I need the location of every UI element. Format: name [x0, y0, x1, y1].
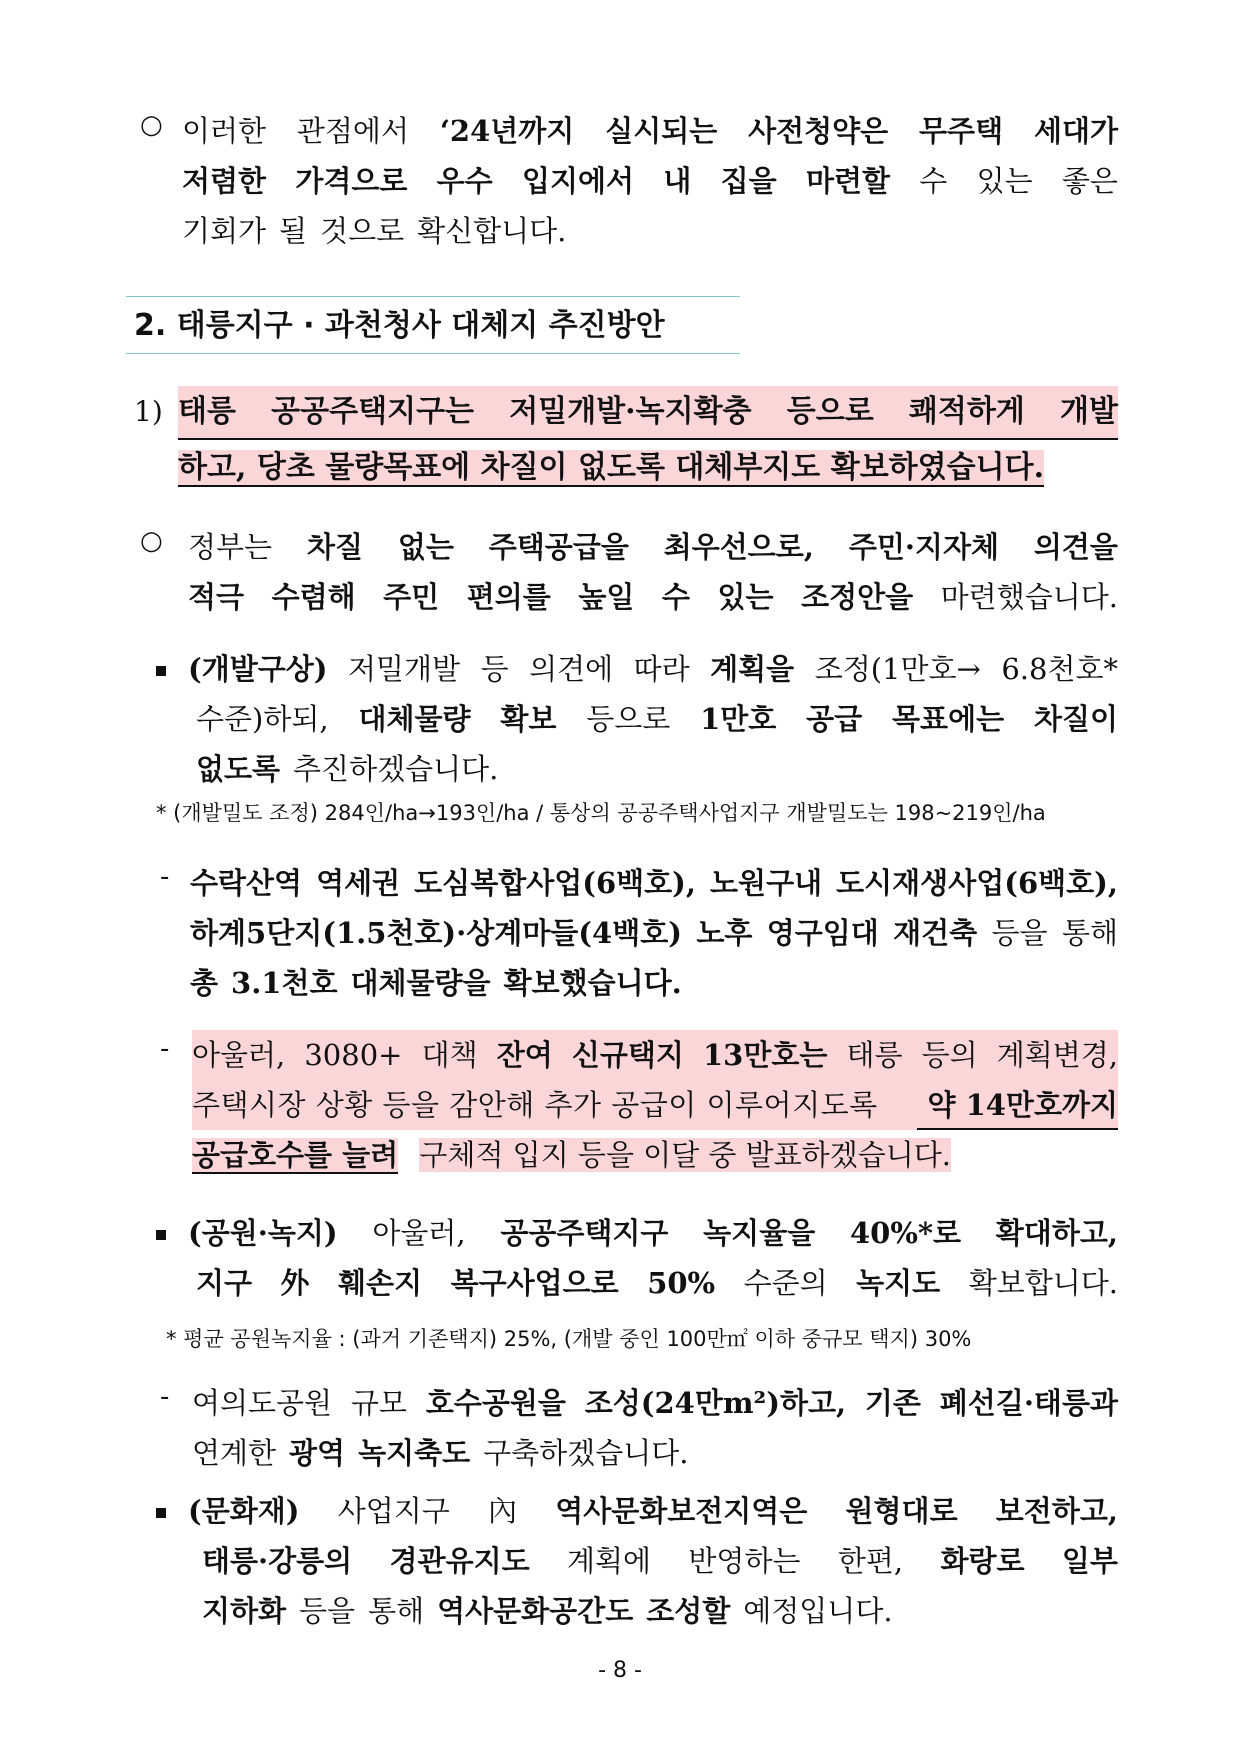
- text-line: [188, 572, 1118, 622]
- word: 좋은: [1061, 164, 1118, 198]
- word: 훼손지: [338, 1266, 423, 1300]
- word: 주민: [383, 580, 440, 614]
- text-line: [202, 1586, 1118, 1636]
- word: 신규택지: [571, 1038, 684, 1072]
- word: 가격으로: [295, 164, 408, 198]
- word: 조성(24만m²)하고,: [584, 1386, 847, 1420]
- word: 실시되는: [605, 114, 718, 148]
- word: 차질이: [1033, 702, 1118, 736]
- text-line: [182, 106, 1118, 156]
- paragraph-presale: [182, 106, 1118, 256]
- word: 노후: [696, 916, 753, 950]
- word: 총: [190, 966, 219, 1000]
- word: 반영하는: [688, 1544, 801, 1578]
- word: (개발구상): [188, 652, 328, 686]
- bullet-cultural-heritage: [188, 1486, 1118, 1636]
- word: 조정(1만호→: [814, 652, 981, 686]
- word: 확대하고,: [995, 1216, 1118, 1250]
- text-line: [192, 1080, 1118, 1130]
- word: 재건축: [893, 916, 978, 950]
- word: 3080+: [304, 1038, 403, 1072]
- word: 개발: [1060, 394, 1118, 429]
- word: 外: [280, 1266, 310, 1300]
- word: 보전하고,: [995, 1494, 1118, 1528]
- page-number: - 8 -: [598, 1658, 642, 1683]
- word: 수렴해: [271, 580, 356, 614]
- word: 따라: [633, 652, 690, 686]
- word: 통해: [368, 1594, 425, 1628]
- word: 수준의: [743, 1266, 828, 1300]
- dash-bullet: -: [160, 862, 170, 892]
- item-summary: [178, 386, 1118, 494]
- word: 호수공원을: [425, 1386, 566, 1420]
- word: 차질: [306, 530, 363, 564]
- word: 관점에서: [296, 114, 409, 148]
- word: 도심복합사업(6백호),: [414, 866, 697, 900]
- word: 연계한: [192, 1436, 277, 1470]
- text-line: [188, 1486, 1118, 1536]
- word: 50%: [647, 1266, 716, 1300]
- word: 주민·지자체: [848, 530, 999, 564]
- text-line: [192, 1378, 1118, 1428]
- word: 있는: [976, 164, 1033, 198]
- word: 세대가: [1033, 114, 1118, 148]
- word: 아울러,: [372, 1216, 466, 1250]
- word: 마련했습니다.: [940, 580, 1118, 614]
- word: 공급: [806, 702, 863, 736]
- word: 기회가: [182, 214, 267, 248]
- word: 것으로: [320, 214, 405, 248]
- word: 대체물량: [358, 702, 471, 736]
- phrase: 구체적 입지 등을 이달 중 발표하겠습니다.: [419, 1138, 951, 1172]
- word: (공원·녹지): [188, 1216, 338, 1250]
- word: 의견을: [1033, 530, 1118, 564]
- text-line: [192, 1030, 1118, 1080]
- word: 1만호: [700, 702, 777, 736]
- text-line: [190, 858, 1118, 908]
- text-line: [188, 1208, 1118, 1258]
- word: 역세권: [316, 866, 401, 900]
- word: 의견에: [529, 652, 614, 686]
- word: 저밀개발·녹지확충: [509, 394, 752, 429]
- circle-bullet-icon: ○: [140, 110, 163, 140]
- circle-bullet-icon: ○: [140, 526, 163, 556]
- word: 사업지구: [337, 1494, 450, 1528]
- text-line: [190, 908, 1118, 958]
- word: 녹지율을: [703, 1216, 816, 1250]
- word: 여의도공원: [192, 1386, 333, 1420]
- word: 등: [480, 652, 509, 686]
- word: 원형대로: [845, 1494, 958, 1528]
- word: 대체물량을: [350, 966, 491, 1000]
- square-bullet-icon: [156, 1230, 166, 1240]
- text-line: [182, 156, 1118, 206]
- text-line: [190, 958, 1118, 1008]
- word: 저렴한: [182, 164, 267, 198]
- word: 높일: [578, 580, 635, 614]
- word: 역사문화공간도: [437, 1594, 634, 1628]
- text-line: [178, 386, 1118, 440]
- word: 태릉·강릉의: [202, 1544, 353, 1578]
- bullet-development-plan: [188, 644, 1118, 794]
- word: 지하화: [202, 1594, 287, 1628]
- word: 녹지축도: [358, 1436, 471, 1470]
- word: 마련할: [805, 164, 890, 198]
- text-line: [188, 522, 1118, 572]
- word: 수락산역: [190, 866, 303, 900]
- phrase: 공급호수를 늘려: [192, 1138, 399, 1172]
- word: 6.8천호*: [1001, 652, 1118, 686]
- word: 등을: [299, 1594, 356, 1628]
- text-line: [182, 206, 1118, 256]
- word: 될: [279, 214, 308, 248]
- word: 확신합니다.: [417, 214, 567, 248]
- section-heading: 2. 태릉지구 · 과천청사 대체지 추진방안: [126, 296, 740, 354]
- word: ‘24년까지: [439, 114, 575, 148]
- word: 확보했습니다.: [503, 966, 682, 1000]
- dash-bullet: -: [160, 1034, 170, 1064]
- text-line: [196, 694, 1118, 744]
- word: 등의: [921, 1038, 978, 1072]
- word: (문화재): [188, 1494, 300, 1528]
- word: 등으로: [586, 702, 671, 736]
- word: 지구: [196, 1266, 253, 1300]
- dash-bullet: -: [160, 1382, 170, 1412]
- square-bullet-icon: [156, 1508, 166, 1518]
- word: 잔여: [496, 1038, 553, 1072]
- word: 추진하겠습니다.: [293, 752, 499, 786]
- text-line: [196, 744, 1118, 794]
- word: 3.1천호: [231, 966, 338, 1000]
- word: 확보합니다.: [968, 1266, 1118, 1300]
- word: 13만호는: [702, 1038, 828, 1072]
- word: 조성할: [646, 1594, 731, 1628]
- item-number: 1): [134, 395, 163, 428]
- word: 조정안을: [801, 580, 914, 614]
- word: 구축하겠습니다.: [483, 1436, 689, 1470]
- word: 등을: [991, 916, 1048, 950]
- word: 기존: [864, 1386, 921, 1420]
- word: 수: [661, 580, 690, 614]
- word: 편의를: [466, 580, 551, 614]
- word: 정부는: [188, 530, 273, 564]
- word: 태릉: [846, 1038, 903, 1072]
- word: 입지에서: [521, 164, 635, 198]
- text-line: [202, 1536, 1118, 1586]
- text-line: [192, 1130, 1118, 1180]
- word: 한편,: [837, 1544, 904, 1578]
- word: 內: [487, 1494, 517, 1528]
- word: 대책: [421, 1038, 478, 1072]
- word: 계획을: [710, 652, 795, 686]
- word: 태릉: [178, 394, 236, 429]
- word: 공공주택지구: [500, 1216, 669, 1250]
- word: 확보: [500, 702, 557, 736]
- word: 예정입니다.: [743, 1594, 893, 1628]
- bullet-park-green: [188, 1208, 1118, 1308]
- word: 역사문화보전지역은: [555, 1494, 808, 1528]
- word: 우수: [436, 164, 493, 198]
- word: 화랑로: [940, 1544, 1025, 1578]
- word: 통해: [1061, 916, 1118, 950]
- text-line: [196, 1258, 1118, 1308]
- footnote-density: * (개발밀도 조정) 284인/ha→193인/ha / 통상의 공공주택사업지구 개발밀도는 198~219인/ha: [156, 801, 1046, 825]
- word: 무주택: [919, 114, 1004, 148]
- word: 수준)하되,: [196, 702, 329, 736]
- word: 없는: [397, 530, 454, 564]
- word: 쾌적하게: [908, 394, 1025, 429]
- word: 이러한: [182, 114, 267, 148]
- footnote-green-ratio: * 평균 공원녹지율 : (과거 기존택지) 25%, (개발 중인 100만㎡ 이하 중규모 택지) 30%: [166, 1327, 972, 1351]
- text-line: [178, 442, 1118, 494]
- word: 아울러,: [192, 1038, 286, 1072]
- dash-lake-park: [192, 1378, 1118, 1478]
- word: 적극: [188, 580, 245, 614]
- word: 영구임대: [766, 916, 879, 950]
- word: 광역: [289, 1436, 346, 1470]
- word: 규모: [350, 1386, 407, 1420]
- word: 녹지도: [856, 1266, 941, 1300]
- word: 없도록: [196, 752, 281, 786]
- word: 경관유지도: [389, 1544, 530, 1578]
- dash-replacement-supply: [190, 858, 1118, 1008]
- text-line: [188, 644, 1118, 694]
- phrase: 주택시장 상황 등을 감안해 추가 공급이 이루어지도록: [192, 1080, 917, 1130]
- word: 복구사업으로: [450, 1266, 619, 1300]
- word: 주택공급을: [488, 530, 629, 564]
- word: 목표에는: [892, 702, 1005, 736]
- word: 도시재생사업(6백호),: [836, 866, 1118, 900]
- word: 최우선으로,: [663, 530, 814, 564]
- word: 계획변경,: [996, 1038, 1118, 1072]
- word: 있는: [717, 580, 774, 614]
- word: 노원구내: [710, 866, 823, 900]
- paragraph-policy: [188, 522, 1118, 622]
- word: 공공주택지구는: [271, 394, 475, 429]
- word: 폐선길·태릉과: [939, 1386, 1118, 1420]
- word: 내: [663, 164, 692, 198]
- sentence: 하고, 당초 물량목표에 차질이 없도록 대체부지도 확보하였습니다.: [178, 450, 1045, 485]
- word: 하계5단지(1.5천호)·상계마들(4백호): [190, 916, 682, 950]
- text-line: [192, 1428, 1118, 1478]
- word: 40%*로: [849, 1216, 962, 1250]
- word: 계획에: [567, 1544, 652, 1578]
- word: 집을: [720, 164, 777, 198]
- word: 사전청약은: [748, 114, 889, 148]
- word: 저밀개발: [348, 652, 461, 686]
- word: 등으로: [786, 394, 874, 429]
- dash-additional-supply: [192, 1030, 1118, 1180]
- square-bullet-icon: [156, 666, 166, 676]
- word: 수: [919, 164, 948, 198]
- word: 일부: [1061, 1544, 1118, 1578]
- phrase: 약 14만호까지: [917, 1080, 1118, 1130]
